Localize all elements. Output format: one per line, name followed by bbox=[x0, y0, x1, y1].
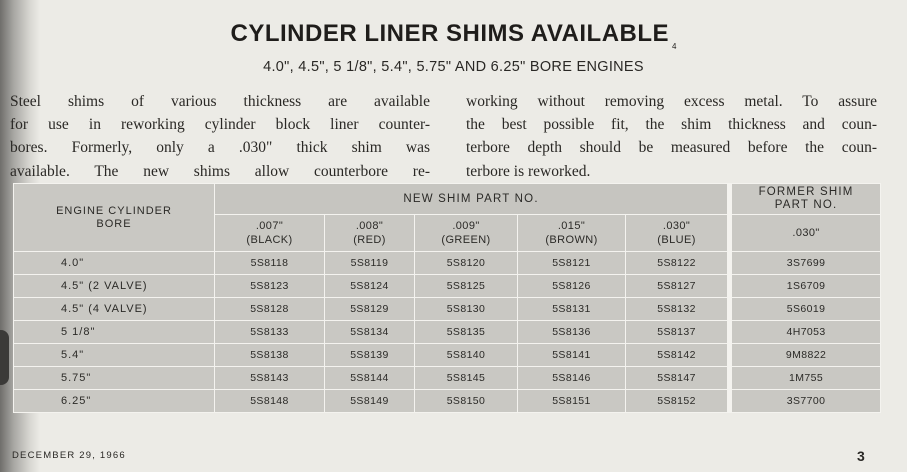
bore-cell: 5.75" bbox=[14, 367, 215, 390]
new-part-cell: 5S8129 bbox=[325, 298, 415, 321]
new-part-cell: 5S8149 bbox=[325, 390, 415, 413]
new-part-cell: 5S8121 bbox=[518, 252, 626, 275]
page-title-text: CYLINDER LINER SHIMS AVAILABLE bbox=[230, 20, 670, 47]
thickness-value: .030" bbox=[662, 220, 691, 232]
shim-color: (BLUE) bbox=[657, 234, 696, 246]
new-part-cell: 5S8135 bbox=[415, 321, 518, 344]
body-line: terbore depth should be measured before the coun- bbox=[466, 139, 877, 157]
former-part-cell: 1M755 bbox=[730, 367, 881, 390]
page-title bbox=[0, 20, 907, 51]
table-row bbox=[14, 298, 881, 321]
new-part-cell: 5S8132 bbox=[626, 298, 730, 321]
new-part-cell: 5S8142 bbox=[626, 344, 730, 367]
thickness-value: .015" bbox=[557, 220, 586, 232]
former-part-cell: 4H7053 bbox=[730, 321, 881, 344]
bore-cell: 4.5" (2 VALVE) bbox=[14, 275, 215, 298]
bore-cell: 4.5" (4 VALVE) bbox=[14, 298, 215, 321]
new-part-cell: 5S8137 bbox=[626, 321, 730, 344]
body-line: working without removing excess metal. To assure bbox=[466, 93, 877, 110]
new-part-cell: 5S8136 bbox=[518, 321, 626, 344]
thickness-value: .008" bbox=[355, 220, 384, 232]
new-part-cell: 5S8119 bbox=[325, 252, 415, 275]
new-part-cell: 5S8151 bbox=[518, 390, 626, 413]
thickness-column-header bbox=[415, 215, 518, 252]
former-thickness-header: .030" bbox=[730, 215, 881, 252]
former-header-line: PART NO. bbox=[774, 199, 838, 211]
new-part-cell: 5S8126 bbox=[518, 275, 626, 298]
new-part-cell: 5S8144 bbox=[325, 367, 415, 390]
new-part-cell: 5S8145 bbox=[415, 367, 518, 390]
new-part-cell: 5S8118 bbox=[215, 252, 325, 275]
new-part-cell: 5S8122 bbox=[626, 252, 730, 275]
page-subtitle: 4.0", 4.5", 5 1/8", 5.4", 5.75" AND 6.25" BORE ENGINES bbox=[263, 59, 644, 75]
table-row bbox=[14, 275, 881, 298]
shim-color: (BLACK) bbox=[246, 234, 293, 246]
new-part-cell: 5S8120 bbox=[415, 252, 518, 275]
new-part-cell: 5S8133 bbox=[215, 321, 325, 344]
thickness-column-header bbox=[325, 215, 415, 252]
former-part-cell: 3S7700 bbox=[730, 390, 881, 413]
footer-date: DECEMBER 29, 1966 bbox=[12, 450, 126, 461]
body-line: available. The new shims allow counterbore re- bbox=[10, 162, 430, 180]
shim-color: (GREEN) bbox=[441, 234, 491, 246]
table-row bbox=[14, 367, 881, 390]
new-part-cell: 5S8124 bbox=[325, 275, 415, 298]
new-part-cell: 5S8138 bbox=[215, 344, 325, 367]
title-mark: 4 bbox=[672, 42, 677, 51]
bore-header-line: BORE bbox=[96, 217, 132, 230]
body-line: for use in reworking cylinder block liner counter- bbox=[10, 116, 430, 134]
shim-parts-table bbox=[13, 183, 881, 413]
bore-header-line: ENGINE CYLINDER bbox=[56, 204, 172, 217]
former-part-cell: 1S6709 bbox=[730, 275, 881, 298]
new-part-cell: 5S8130 bbox=[415, 298, 518, 321]
new-part-cell: 5S8148 bbox=[215, 390, 325, 413]
thickness-column-header bbox=[215, 215, 325, 252]
binding-hole bbox=[0, 330, 9, 385]
former-part-cell: 3S7699 bbox=[730, 252, 881, 275]
new-part-cell: 5S8125 bbox=[415, 275, 518, 298]
table-row bbox=[14, 321, 881, 344]
new-part-cell: 5S8134 bbox=[325, 321, 415, 344]
table-row bbox=[14, 252, 881, 275]
thickness-value: .007" bbox=[255, 220, 284, 232]
table-row bbox=[14, 344, 881, 367]
body-column-right bbox=[466, 90, 877, 183]
bore-column-header bbox=[14, 184, 215, 252]
body-line: the best possible fit, the shim thickness and coun- bbox=[466, 116, 877, 134]
bore-cell: 4.0" bbox=[14, 252, 215, 275]
shim-color: (RED) bbox=[353, 234, 386, 246]
new-part-cell: 5S8127 bbox=[626, 275, 730, 298]
new-part-cell: 5S8152 bbox=[626, 390, 730, 413]
page-number: 3 bbox=[857, 448, 865, 464]
new-part-cell: 5S8146 bbox=[518, 367, 626, 390]
body-line: terbore is reworked. bbox=[466, 162, 591, 180]
new-part-cell: 5S8141 bbox=[518, 344, 626, 367]
body-line: bores. Formerly, only a .030" thick shim was bbox=[10, 139, 430, 157]
bore-cell: 6.25" bbox=[14, 390, 215, 413]
new-part-cell: 5S8139 bbox=[325, 344, 415, 367]
former-shim-header bbox=[730, 184, 881, 215]
thickness-value: .009" bbox=[452, 220, 480, 232]
new-part-cell: 5S8128 bbox=[215, 298, 325, 321]
table-row bbox=[14, 390, 881, 413]
new-part-cell: 5S8150 bbox=[415, 390, 518, 413]
body-column-left bbox=[10, 90, 430, 183]
thickness-column-header bbox=[626, 215, 730, 252]
new-part-cell: 5S8123 bbox=[215, 275, 325, 298]
new-part-cell: 5S8140 bbox=[415, 344, 518, 367]
former-part-cell: 9M8822 bbox=[730, 344, 881, 367]
new-shim-group-header: NEW SHIM PART NO. bbox=[215, 184, 730, 215]
former-part-cell: 5S6019 bbox=[730, 298, 881, 321]
body-line: Steel shims of various thickness are available bbox=[10, 93, 430, 110]
bore-cell: 5 1/8" bbox=[14, 321, 215, 344]
new-part-cell: 5S8131 bbox=[518, 298, 626, 321]
new-part-cell: 5S8143 bbox=[215, 367, 325, 390]
thickness-column-header bbox=[518, 215, 626, 252]
shim-color: (BROWN) bbox=[545, 234, 598, 246]
shim-table-body bbox=[14, 252, 881, 413]
new-part-cell: 5S8147 bbox=[626, 367, 730, 390]
bore-cell: 5.4" bbox=[14, 344, 215, 367]
former-header-line: FORMER SHIM bbox=[758, 186, 854, 198]
